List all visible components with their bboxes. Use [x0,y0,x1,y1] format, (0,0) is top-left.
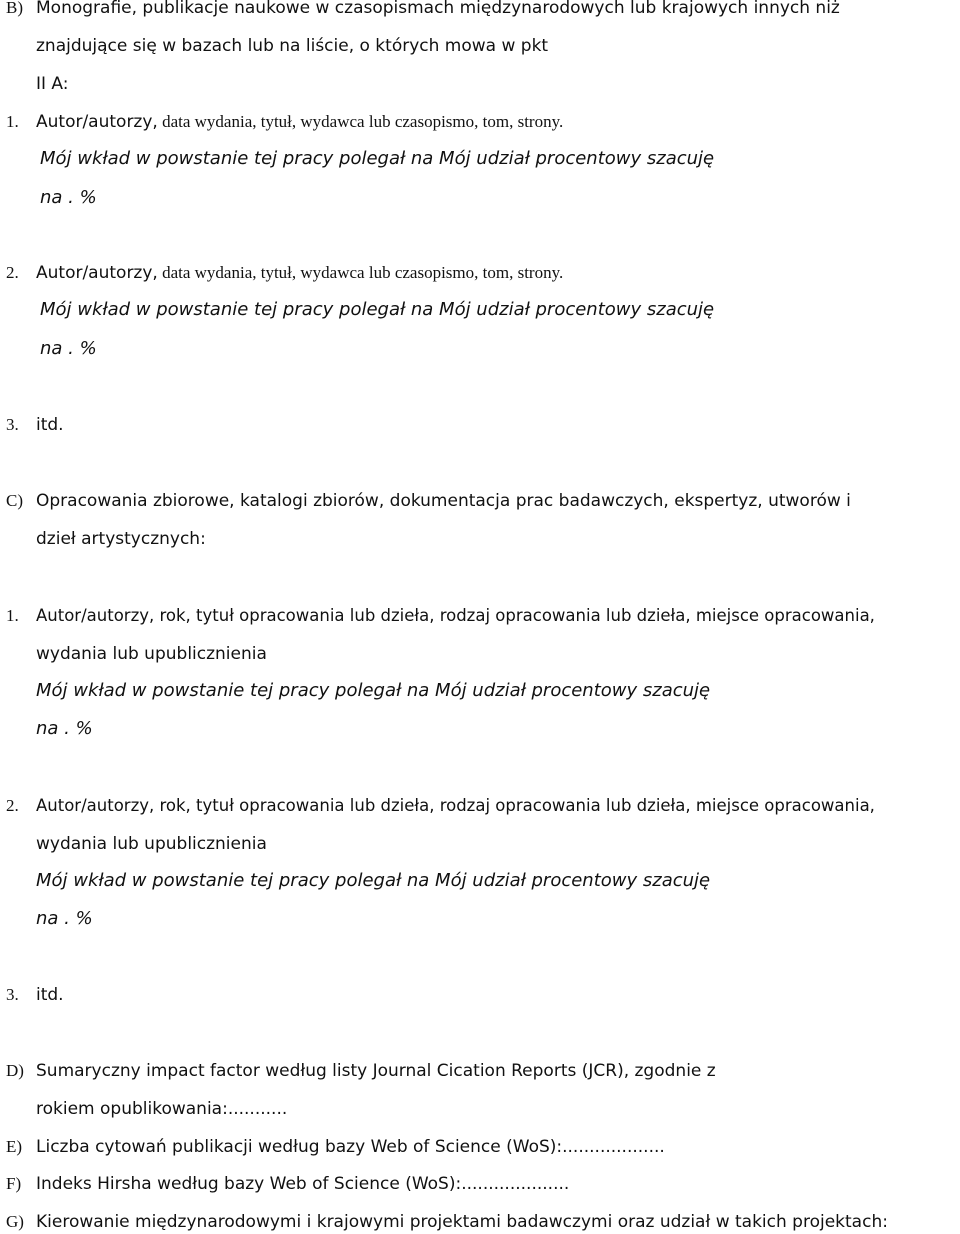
section-c-etc: itd. [36,985,64,1005]
section-c-item1-number: 1. [6,606,19,625]
section-c-item1-contribution: Mój wkład w powstanie tej pracy polegał na Mój udział procentowy szacuję [36,680,711,701]
section-d-line2: rokiem opublikowania:........... [36,1099,288,1119]
section-b-etc: itd. [36,415,64,435]
section-c-heading-line2: dzieł artystycznych: [36,529,206,549]
section-c-marker: C) [6,491,23,510]
section-b-item2-citation [36,262,563,284]
section-e-text: Liczba cytowań publikacji według bazy Web of Science (WoS):................... [36,1137,665,1157]
section-c-etc-number: 3. [6,985,19,1004]
section-b-item2-contribution: Mój wkład w powstanie tej pracy polegał na Mój udział procentowy szacuję [40,299,715,320]
section-c-item2-line2: wydania lub upublicznienia [36,834,267,854]
section-b-item1-number: 1. [6,112,19,131]
section-c-item1-line1: Autor/autorzy, rok, tytuł opracowania lub dzieła, rodzaj opracowania lub dzieła, miejsce opracowania, [36,606,875,625]
section-c-heading-line1: Opracowania zbiorowe, katalogi zbiorów, dokumentacja prac badawczych, ekspertyz, utworów i [36,491,851,511]
section-b-item1-contribution: Mój wkład w powstanie tej pracy polegał na Mój udział procentowy szacuję [40,148,715,169]
section-b-item1-citation [36,111,563,133]
section-b-item1-autor: Autor/autorzy, [36,112,158,132]
section-b-etc-number: 3. [6,415,19,434]
section-f-marker: F) [6,1174,22,1193]
section-c-item1-percent: na . % [36,718,93,739]
section-b-marker: B) [6,0,23,17]
section-b-heading-line1: Monografie, publikacje naukowe w czasopismach międzynarodowych lub krajowych innych niż [36,0,840,18]
section-d-line1: Sumaryczny impact factor według listy Journal Cication Reports (JCR), zgodnie z [36,1061,716,1081]
section-b-item2-details: data wydania, tytuł, wydawca lub czasopismo, tom, strony. [157,263,564,282]
section-b-item2-autor: Autor/autorzy, [36,263,158,283]
section-b-item2-number: 2. [6,263,19,282]
section-b-heading-line3: II A: [36,74,69,94]
section-f-text: Indeks Hirsha według bazy Web of Science (WoS):.................... [36,1174,570,1194]
section-e-marker: E) [6,1137,23,1156]
section-b-item1-percent: na . % [40,187,97,208]
section-b-heading-line2: znajdujące się w bazach lub na liście, o których mowa w pkt [36,36,549,56]
section-g-text: Kierowanie międzynarodowymi i krajowymi projektami badawczymi oraz udział w takich projektach: [36,1212,888,1232]
section-c-item2-contribution: Mój wkład w powstanie tej pracy polegał na Mój udział procentowy szacuję [36,870,711,891]
section-b-item1-details: data wydania, tytuł, wydawca lub czasopismo, tom, strony. [157,112,564,131]
section-c-item2-number: 2. [6,796,19,815]
section-c-item2-percent: na . % [36,908,93,929]
section-d-marker: D) [6,1061,24,1080]
section-g-marker: G) [6,1212,24,1231]
section-b-item2-percent: na . % [40,338,97,359]
section-c-item1-line2: wydania lub upublicznienia [36,644,267,664]
section-c-item2-line1: Autor/autorzy, rok, tytuł opracowania lub dzieła, rodzaj opracowania lub dzieła, miejsce opracowania, [36,796,875,815]
